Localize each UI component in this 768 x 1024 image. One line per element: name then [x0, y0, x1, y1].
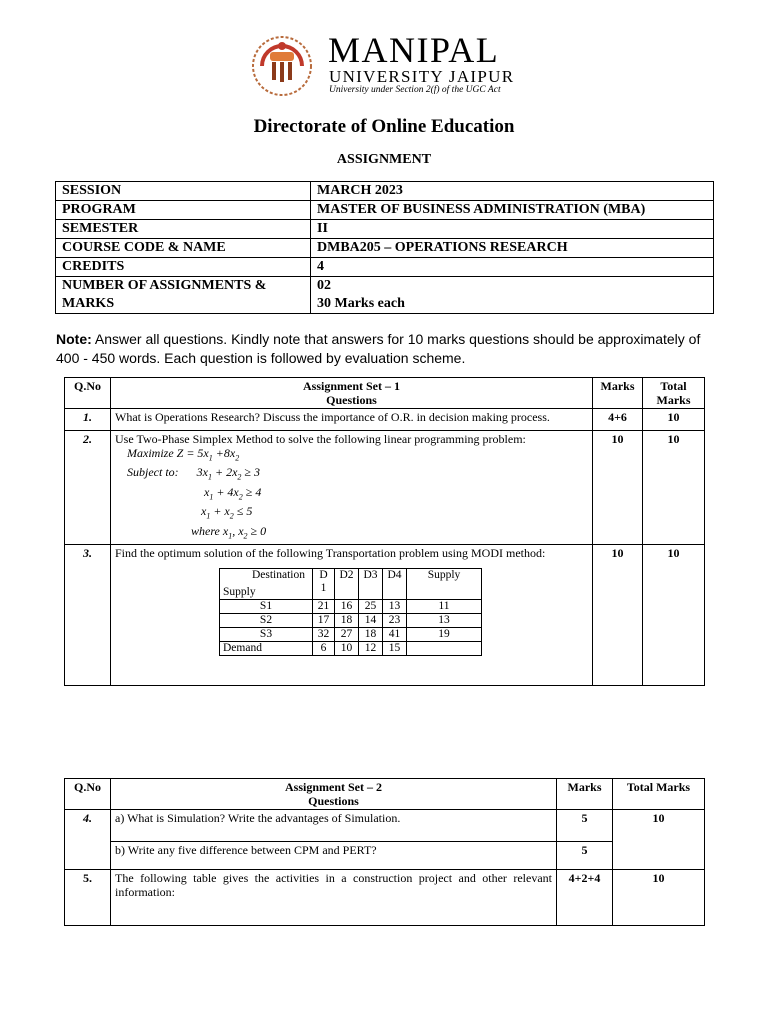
brand-name: MANIPAL	[328, 30, 500, 70]
info-row-program	[56, 201, 714, 220]
question-row-5	[65, 870, 705, 926]
trans-cell: 18	[359, 627, 383, 641]
trans-cell: 41	[383, 627, 407, 641]
lp-subject-to: Subject to:	[127, 465, 179, 480]
info-value: II	[311, 220, 714, 239]
question-text-line: Find the optimum solution of the following Transportation problem using MODI method:	[115, 545, 546, 560]
info-label: COURSE CODE & NAME	[56, 239, 311, 258]
question-total: 10	[613, 870, 705, 926]
lp-objective: Maximize $Z = 5x_1 +8x_2$	[127, 446, 240, 463]
question-marks: 4+2+4	[557, 870, 613, 926]
trans-cell: 17	[313, 613, 335, 627]
question-text	[111, 431, 593, 545]
info-label	[56, 277, 311, 314]
trans-cell: 6	[313, 641, 335, 655]
info-label-line1: NUMBER OF ASSIGNMENTS &	[62, 278, 267, 293]
question-marks: 4+6	[593, 409, 643, 431]
trans-supply-label: Supply	[223, 585, 256, 598]
set-title: Assignment Set – 1	[302, 379, 400, 393]
question-marks: 5	[557, 842, 613, 870]
brand-subtitle: UNIVERSITY JAIPUR	[329, 67, 515, 86]
trans-cell: 23	[383, 613, 407, 627]
question-total: 10	[643, 544, 705, 685]
col-qno: Q.No	[65, 378, 111, 409]
col-total-marks: Total Marks	[643, 378, 705, 409]
trans-cell: 14	[359, 613, 383, 627]
info-value-line2: 30 Marks each	[317, 296, 405, 311]
trans-cell	[407, 641, 482, 655]
info-label: SESSION	[56, 182, 311, 201]
trans-cell: 13	[383, 599, 407, 613]
table-header-row	[65, 378, 705, 409]
info-label: SEMESTER	[56, 220, 311, 239]
info-value-line1: 02	[317, 278, 331, 293]
table-header-row	[65, 779, 705, 810]
note-text: Answer all questions. Kindly note that answers for 10 marks questions should be approximately of 400 - 450 words. Each question is followed by evaluation scheme.	[56, 331, 701, 366]
info-row-assignments	[56, 277, 714, 314]
lp-objective-lead: Maximize Z = 5x	[127, 446, 209, 460]
trans-row-s1	[220, 599, 482, 613]
info-label: CREDITS	[56, 258, 311, 277]
info-row-semester	[56, 220, 714, 239]
info-value	[311, 277, 714, 314]
trans-cell: 25	[359, 599, 383, 613]
info-row-course	[56, 239, 714, 258]
col-questions	[111, 378, 593, 409]
trans-corner-cell	[220, 568, 313, 599]
trans-row-label: S1	[220, 599, 313, 613]
trans-cell: 12	[359, 641, 383, 655]
assignment-set-1-table	[64, 377, 705, 686]
trans-cell: 32	[313, 627, 335, 641]
question-row-4a	[65, 810, 705, 842]
question-total: 10	[643, 409, 705, 431]
university-logo	[248, 32, 316, 98]
transportation-table	[219, 568, 482, 656]
question-text: a) What is Simulation? Write the advantages of Simulation.	[111, 810, 557, 842]
trans-cell: 21	[313, 599, 335, 613]
lp-constraint-2: $x_1 + 4x_2 \ge 4$	[204, 484, 262, 502]
question-text: b) Write any five difference between CPM and PERT?	[111, 842, 557, 870]
question-row-1	[65, 409, 705, 431]
col-qno: Q.No	[65, 779, 111, 810]
lp-constraint-1: Subject to: $3x_1 + 2x_2 \ge 3$	[127, 465, 261, 482]
trans-row-label: S2	[220, 613, 313, 627]
question-text-line: Use Two-Phase Simplex Method to solve the following linear programming problem:	[115, 432, 526, 446]
set-subtitle: Questions	[326, 393, 377, 407]
info-value: DMBA205 – OPERATIONS RESEARCH	[311, 239, 714, 258]
note-label: Note:	[56, 331, 92, 347]
trans-row-demand	[220, 641, 482, 655]
trans-header-row	[220, 568, 482, 599]
question-number: 1.	[65, 409, 111, 431]
brand-tagline: University under Section 2(f) of the UGC Act	[329, 85, 501, 95]
trans-cell: 10	[335, 641, 359, 655]
trans-row-s3	[220, 627, 482, 641]
page-title: Directorate of Online Education	[253, 116, 515, 137]
question-number: 2.	[65, 431, 111, 545]
trans-col-header: D 1	[313, 568, 335, 599]
assignment-set-2-table	[64, 778, 705, 926]
question-marks: 5	[557, 810, 613, 842]
lp-constraint-3: $x_1 + x_2 \le 5$	[201, 504, 253, 521]
info-value: MARCH 2023	[311, 182, 714, 201]
info-value: 4	[311, 258, 714, 277]
question-text	[111, 544, 593, 685]
question-text: The following table gives the activities in a construction project and other relevant information:	[111, 870, 557, 926]
trans-cell: 19	[407, 627, 482, 641]
col-total-marks: Total Marks	[613, 779, 705, 810]
question-row-3	[65, 544, 705, 685]
info-label: PROGRAM	[56, 201, 311, 220]
question-marks: 10	[593, 544, 643, 685]
set-title: Assignment Set – 2	[284, 780, 382, 794]
question-marks: 10	[593, 431, 643, 545]
trans-cell: 11	[407, 599, 482, 613]
assignment-heading: ASSIGNMENT	[336, 152, 432, 167]
info-value: MASTER OF BUSINESS ADMINISTRATION (MBA)	[311, 201, 714, 220]
set-subtitle: Questions	[308, 794, 359, 808]
col-questions	[111, 779, 557, 810]
trans-row-label: S3	[220, 627, 313, 641]
question-total: 10	[643, 431, 705, 545]
question-number: 3.	[65, 544, 111, 685]
trans-row-label: Demand	[220, 641, 313, 655]
question-text: What is Operations Research? Discuss the importance of O.R. in decision making process.	[111, 409, 593, 431]
question-number: 5.	[65, 870, 111, 926]
trans-cell: 15	[383, 641, 407, 655]
instructions-note	[56, 330, 716, 368]
trans-row-s2	[220, 613, 482, 627]
trans-col-header: D3	[359, 568, 383, 599]
trans-cell: 27	[335, 627, 359, 641]
info-label-line2: MARKS	[62, 296, 115, 311]
question-total: 10	[613, 810, 705, 870]
trans-cell: 18	[335, 613, 359, 627]
trans-col-header: D2	[335, 568, 359, 599]
question-row-2	[65, 431, 705, 545]
trans-destination-label: Destination	[251, 568, 305, 581]
question-number: 4.	[65, 810, 111, 870]
trans-cell: 13	[407, 613, 482, 627]
col-marks: Marks	[593, 378, 643, 409]
question-row-4b	[65, 842, 705, 870]
info-row-session	[56, 182, 714, 201]
trans-col-header: D4	[383, 568, 407, 599]
info-row-credits	[56, 258, 714, 277]
trans-col-header: Supply	[407, 568, 482, 599]
lp-nonnegativity: where $x_1$, $x_2 \ge 0$	[191, 523, 267, 540]
trans-cell: 16	[335, 599, 359, 613]
course-info-table	[55, 181, 714, 314]
col-marks: Marks	[557, 779, 613, 810]
